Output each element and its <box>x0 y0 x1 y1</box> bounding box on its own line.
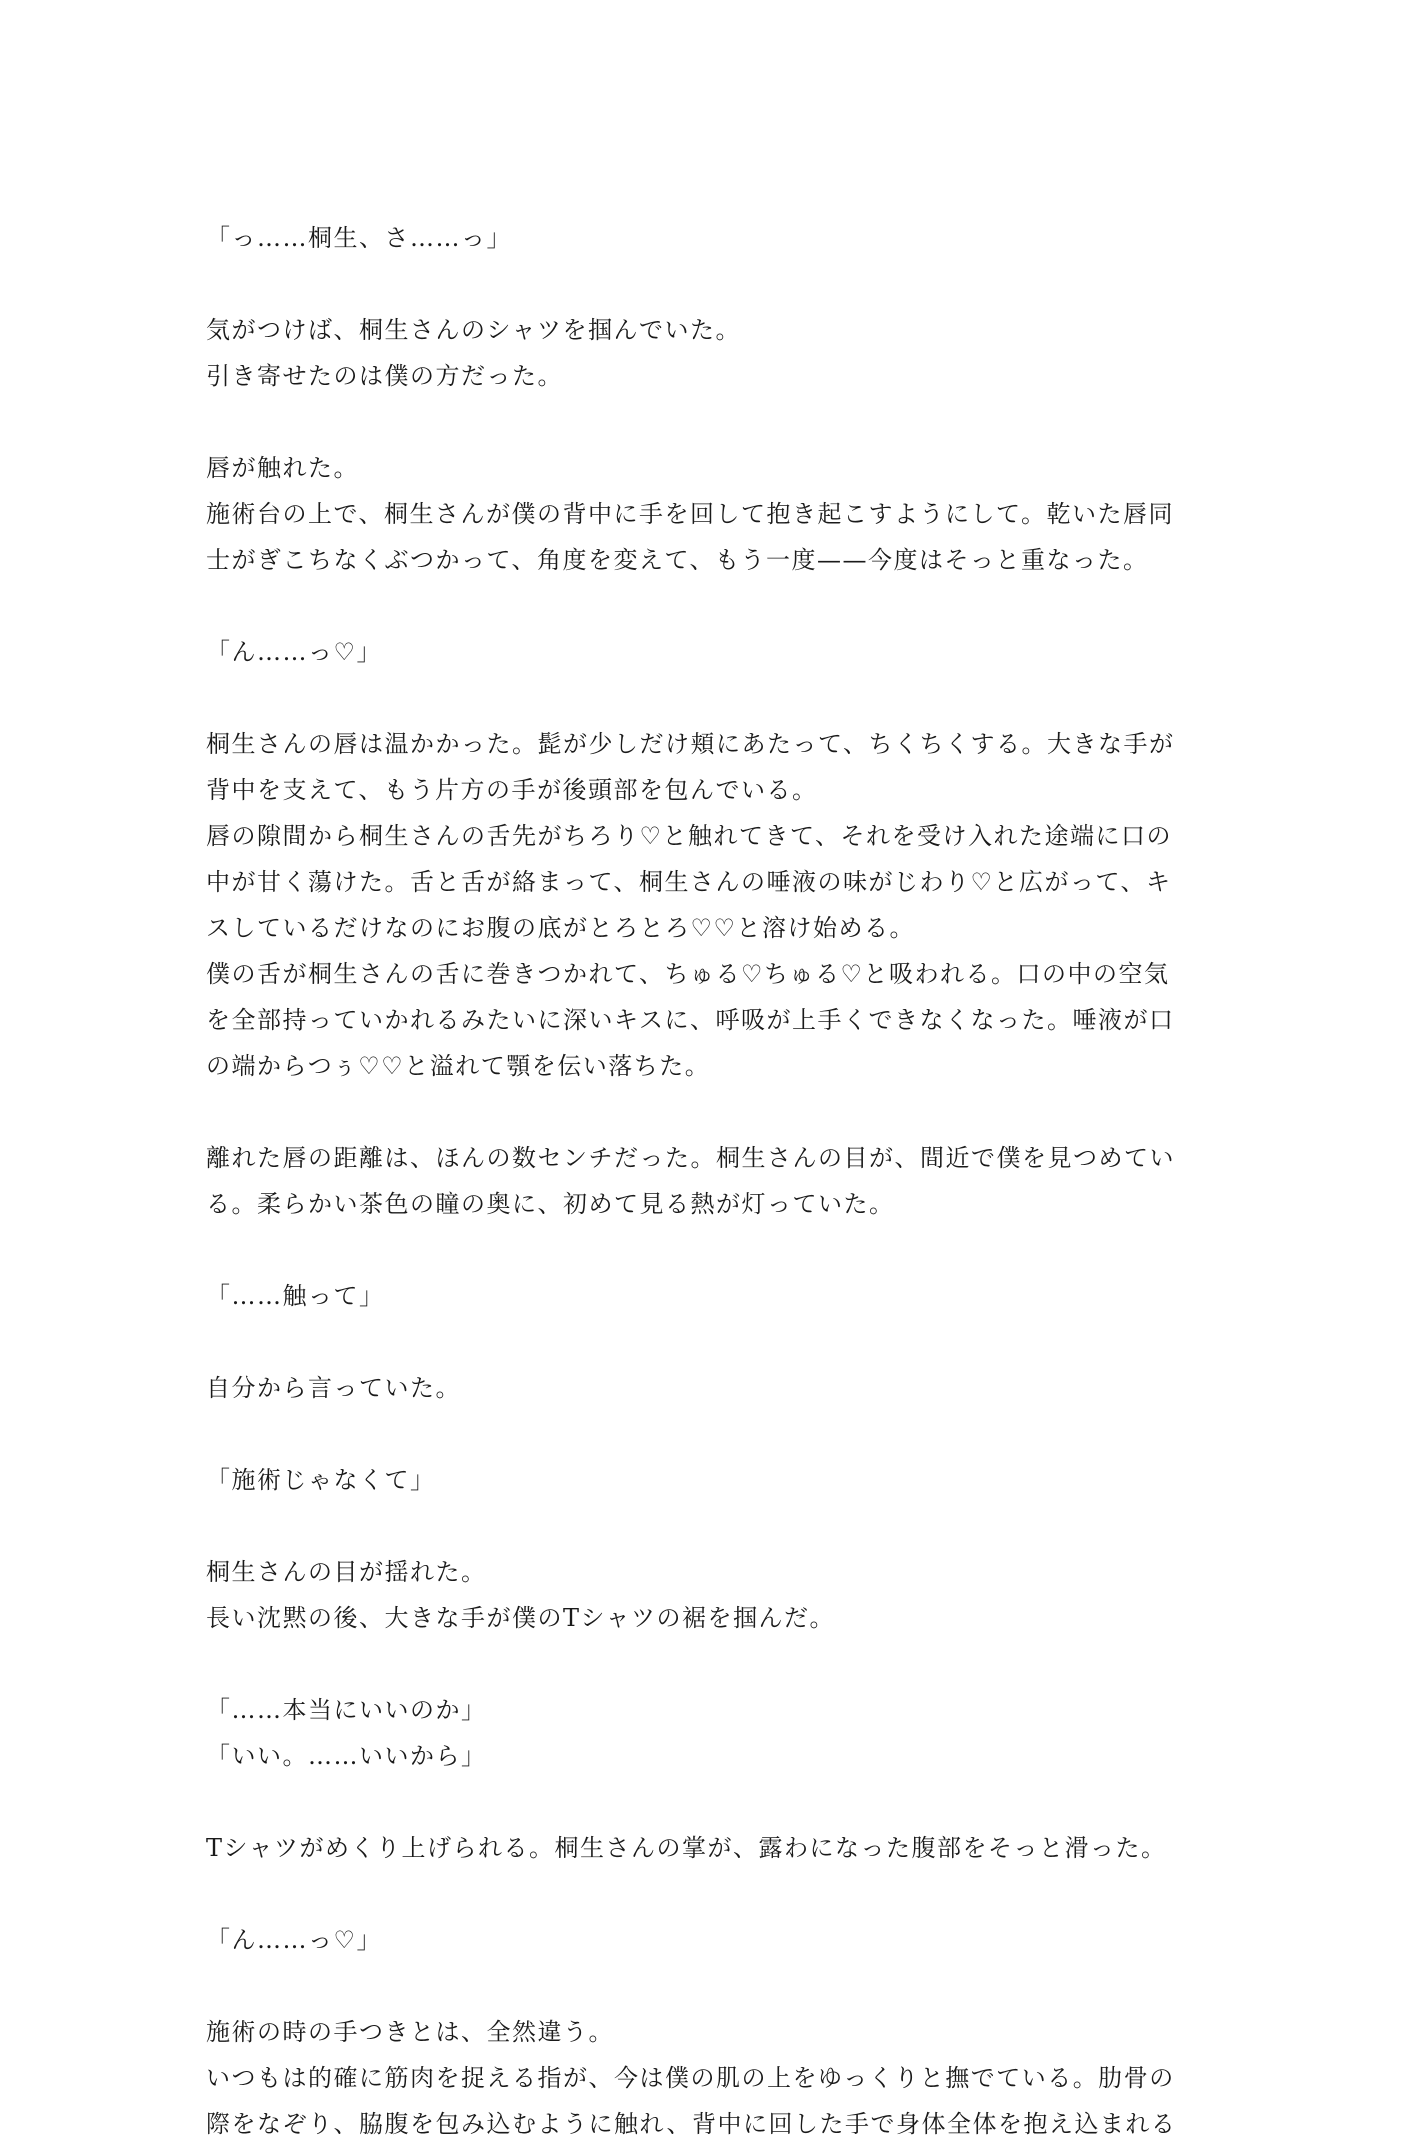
blank-line <box>206 1411 1206 1457</box>
text-line: 自分から言っていた。 <box>206 1374 461 1402</box>
text-line: 際をなぞり、脇腹を包み込むように触れ、背中に回した手で身体全体を抱え込まれる <box>206 2110 1177 2138</box>
text-line: 「……本当にいいのか」 <box>206 1696 487 1724</box>
text-line: スしているだけなのにお腹の底がとろとろ♡♡と溶け始める。 <box>206 914 916 942</box>
text-line: 僕の舌が桐生さんの舌に巻きつかれて、ちゅる♡ちゅる♡と吸われる。口の中の空気 <box>206 960 1170 988</box>
blank-line <box>206 1641 1206 1687</box>
blank-line <box>206 1089 1206 1135</box>
text-line: 背中を支えて、もう片方の手が後頭部を包んでいる。 <box>206 776 818 804</box>
text-line: 「っ……桐生、さ……っ」 <box>206 224 512 252</box>
text-line: 施術台の上で、桐生さんが僕の背中に手を回して抱き起こすようにして。乾いた唇同 <box>206 500 1175 528</box>
text-line: の端からつぅ♡♡と溢れて顎を伝い落ちた。 <box>206 1052 711 1080</box>
blank-line <box>206 1963 1206 2009</box>
text-line: る。柔らかい茶色の瞳の奥に、初めて見る熱が灯っていた。 <box>206 1190 895 1218</box>
text-line: 「……触って」 <box>206 1282 385 1310</box>
text-line: 「いい。……いいから」 <box>206 1742 487 1770</box>
blank-line <box>206 1779 1206 1825</box>
text-line: 士がぎこちなくぶつかって、角度を変えて、もう一度——今度はそっと重なった。 <box>206 546 1149 574</box>
document-page <box>206 215 1206 2147</box>
text-line: を全部持っていかれるみたいに深いキスに、呼吸が上手くできなくなった。唾液が口 <box>206 1006 1175 1034</box>
text-line: 引き寄せたのは僕の方だった。 <box>206 362 563 390</box>
text-line: 気がつけば、桐生さんのシャツを掴んでいた。 <box>206 316 742 344</box>
blank-line <box>206 583 1206 629</box>
text-line: 長い沈黙の後、大きな手が僕のTシャツの裾を掴んだ。 <box>206 1604 836 1632</box>
blank-line <box>206 261 1206 307</box>
text-line: 桐生さんの目が揺れた。 <box>206 1558 487 1586</box>
text-line: いつもは的確に筋肉を捉える指が、今は僕の肌の上をゆっくりと撫でている。肋骨の <box>206 2064 1175 2092</box>
blank-line <box>206 675 1206 721</box>
text-line: 中が甘く蕩けた。舌と舌が絡まって、桐生さんの唾液の味がじわり♡と広がって、キ <box>206 868 1172 896</box>
blank-line <box>206 1227 1206 1273</box>
text-line: 施術の時の手つきとは、全然違う。 <box>206 2018 614 2046</box>
blank-line <box>206 399 1206 445</box>
blank-line <box>206 1871 1206 1917</box>
text-line: 桐生さんの唇は温かかった。髭が少しだけ頬にあたって、ちくちくする。大きな手が <box>206 730 1175 758</box>
blank-line <box>206 1503 1206 1549</box>
text-line: 唇が触れた。 <box>206 454 359 482</box>
text-line: 「ん……っ♡」 <box>206 638 383 666</box>
text-line: 「施術じゃなくて」 <box>206 1466 436 1494</box>
text-line: 離れた唇の距離は、ほんの数センチだった。桐生さんの目が、間近で僕を見つめてい <box>206 1144 1175 1172</box>
text-line: 「ん……っ♡」 <box>206 1926 383 1954</box>
blank-line <box>206 1319 1206 1365</box>
text-line: Tシャツがめくり上げられる。桐生さんの掌が、露わになった腹部をそっと滑った。 <box>206 1834 1167 1862</box>
text-line: 唇の隙間から桐生さんの舌先がちろり♡と触れてきて、それを受け入れた途端に口の <box>206 822 1173 850</box>
